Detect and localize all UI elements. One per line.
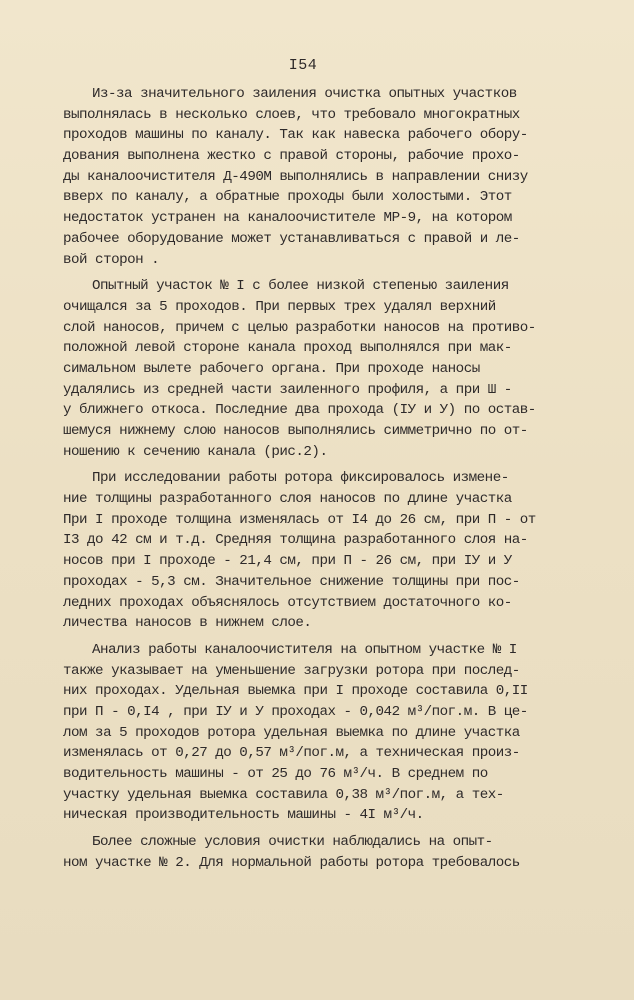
text-line: выполнялась в несколько слоев, что требовало многократных xyxy=(63,106,520,123)
text-line: ды каналоочистителя Д-490М выполнялись в направлении снизу xyxy=(63,168,528,185)
text-line: очищался за 5 проходов. При первых трех удалял верхний xyxy=(63,298,496,315)
text-line: у ближнего откоса. Последние два прохода (ІУ и У) по остав- xyxy=(63,402,536,419)
paragraph xyxy=(0,276,634,462)
text-line: личества наносов в нижнем слое. xyxy=(63,615,312,632)
text-line: вверх по каналу, а обратные проходы были холостыми. Этот xyxy=(63,189,512,206)
text-line: ние толщины разработанного слоя наносов по длине участка xyxy=(63,491,512,508)
text-line: недостаток устранен на каналоочистителе МР-9, на котором xyxy=(63,210,512,227)
text-line: шемуся нижнему слою наносов выполнялись симметрично по от- xyxy=(63,423,528,439)
text-line: также указывает на уменьшение загрузки ротора при послед- xyxy=(63,662,520,679)
text-line: изменялась от 0,27 до 0,57 м³/пог.м, а техническая произ- xyxy=(63,745,520,762)
text-line: слой наносов, причем с целью разработки наносов на противо- xyxy=(63,319,536,336)
text-line: ническая производительность машины - 4I м³/ч. xyxy=(63,807,424,824)
paragraph xyxy=(0,84,634,270)
text-line: проходов машины по каналу. Так как навеска рабочего обору- xyxy=(63,127,528,144)
text-line: положной левой стороне канала проход выполнялся при мак- xyxy=(63,340,512,357)
text-line: удалялись из средней части заиленного профиля, а при Ш - xyxy=(63,381,512,398)
body-text xyxy=(0,84,634,873)
text-line: них проходах. Удельная выемка при I проходе составила 0,II xyxy=(63,683,528,700)
text-line: ледних проходах объяснялось отсутствием достаточного ко- xyxy=(63,594,512,611)
text-line: При I проходе толщина изменялась от I4 до 26 см, при П - от xyxy=(63,511,536,528)
text-line: участку удельная выемка составила 0,38 м³/пог.м, а тех- xyxy=(63,786,504,803)
text-line: ном участке № 2. Для нормальной работы ротора требовалось xyxy=(63,854,520,871)
paragraph xyxy=(0,640,634,826)
text-line: водительность машины - от 25 до 76 м³/ч. В среднем по xyxy=(63,766,488,782)
text-line: симальном вылете рабочего органа. При проходе наносы xyxy=(63,360,480,377)
text-line: носов при I проходе - 21,4 см, при П - 26 см, при ІУ и У xyxy=(63,553,512,570)
paragraph xyxy=(0,832,634,873)
text-line: лом за 5 проходов ротора удельная выемка по длине участка xyxy=(63,724,520,741)
text-line: при П - 0,I4 , при ІУ и У проходах - 0,042 м³/пог.м. В це- xyxy=(63,703,528,720)
text-line: дования выполнена жестко с правой стороны, рабочие прохо- xyxy=(63,148,520,165)
text-line: I3 до 42 см и т.д. Средняя толщина разработанного слоя на- xyxy=(63,532,528,549)
text-line: Анализ работы каналоочистителя на опытном участке № I xyxy=(92,641,517,658)
text-line: При исследовании работы ротора фиксировалось измене- xyxy=(92,470,509,487)
page-number: I54 xyxy=(288,57,318,74)
text-line: ношению к сечению канала (рис.2). xyxy=(63,443,328,460)
text-line: рабочее оборудование может устанавливаться с правой и ле- xyxy=(63,230,520,247)
text-line: Из-за значительного заиления очистка опытных участков xyxy=(92,86,517,102)
paragraph xyxy=(0,468,634,634)
text-line: Опытный участок № I с более низкой степенью заиления xyxy=(92,278,509,295)
text-line: вой сторон . xyxy=(63,251,160,268)
text-line: проходах - 5,3 см. Значительное снижение толщины при пос- xyxy=(63,573,520,590)
text-line: Более сложные условия очистки наблюдались на опыт- xyxy=(92,834,493,851)
